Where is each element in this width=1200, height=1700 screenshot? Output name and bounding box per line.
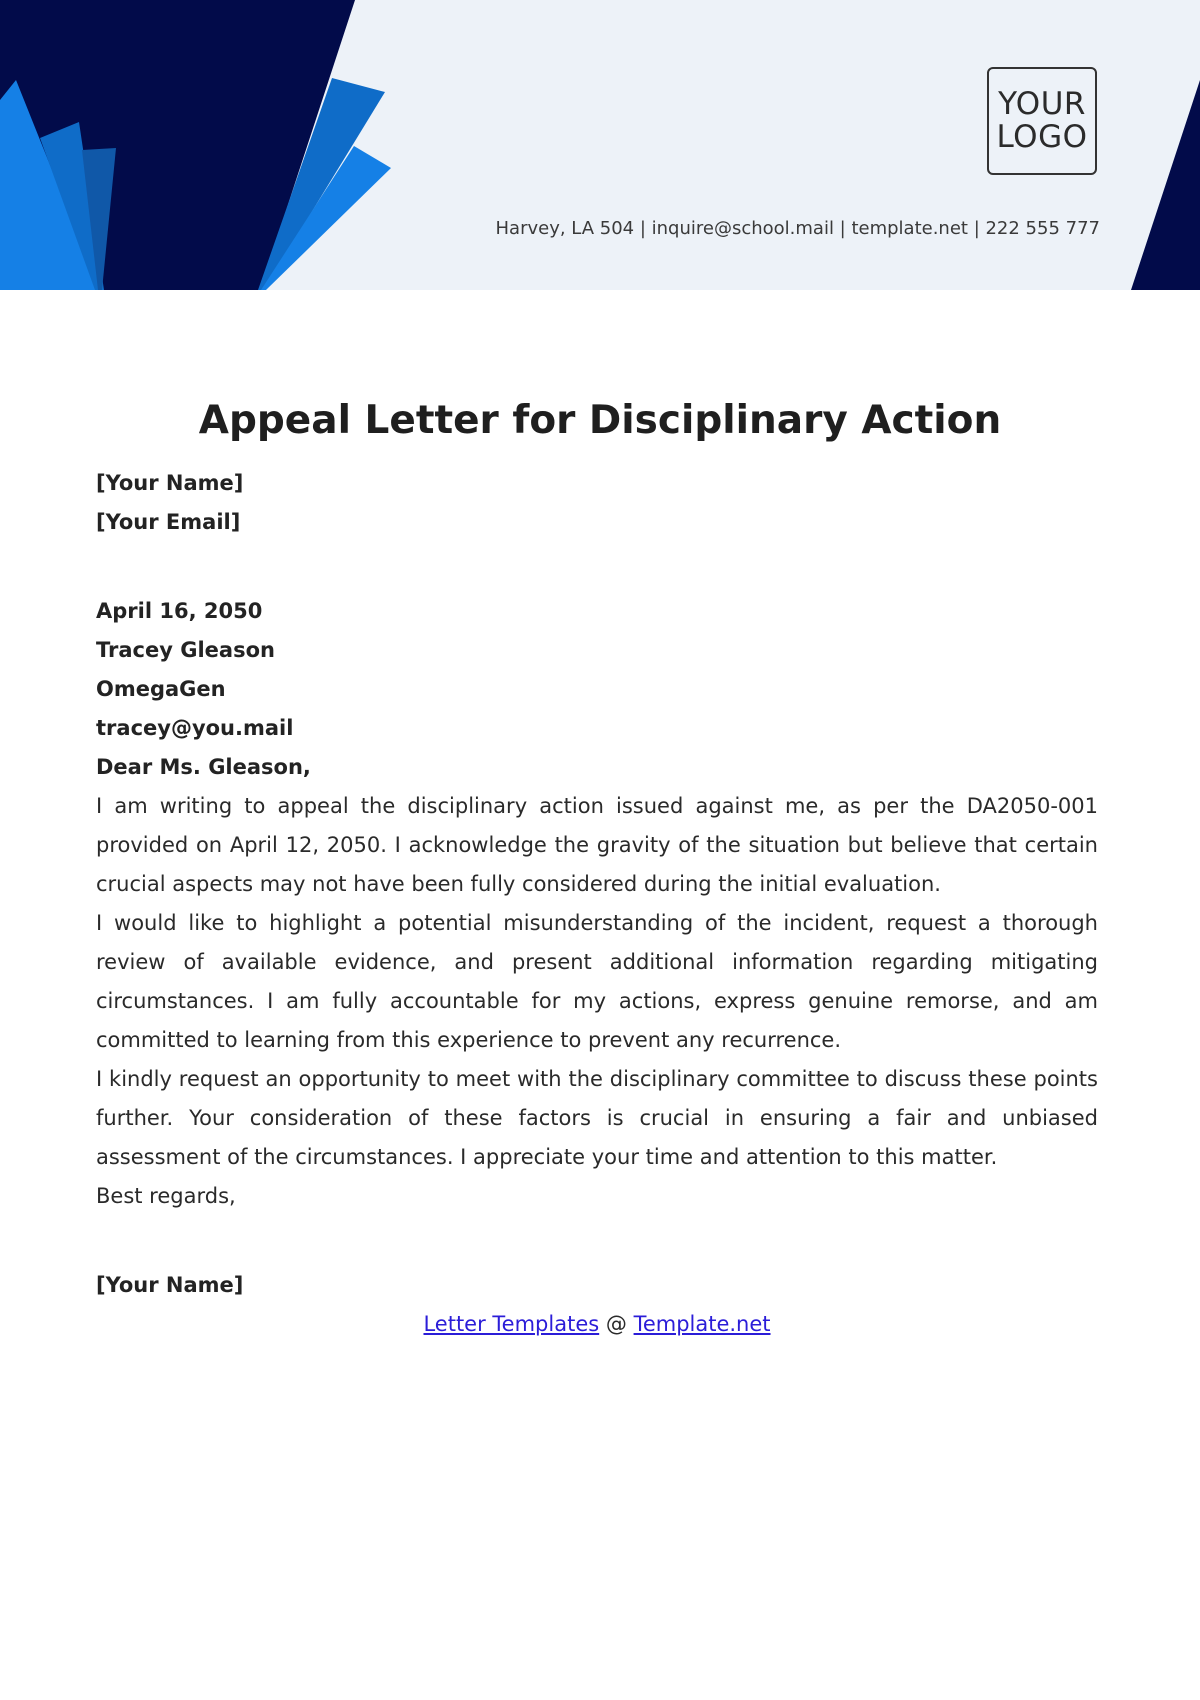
body-paragraph-3: I kindly request an opportunity to meet with the disciplinary committee to discuss these points further. Your consideration of these factors is crucial in ensuring a fair and unbiased assessment of the circumstances. I appreciate your time and attention to this matter.: [96, 1067, 1098, 1169]
body-paragraph-2: I would like to highlight a potential misunderstanding of the incident, request a thorough review of available evidence, and present additional information regarding mitigating circumstances. I am fully accountable for my actions, express genuine remorse, and am committed to learning from this experience to prevent any recurrence.: [96, 911, 1098, 1052]
letterhead: [0, 0, 1200, 290]
logo-text-line-2: LOGO: [996, 119, 1088, 155]
spacer: [96, 542, 1098, 592]
recipient-email: tracey@you.mail: [96, 716, 294, 740]
contact-info: Harvey, LA 504 | inquire@school.mail | template.net | 222 555 777: [495, 218, 1100, 239]
body-paragraph-1: I am writing to appeal the disciplinary action issued against me, as per the DA2050-001 provided on April 12, 2050. I acknowledge the gravity of the situation but believe that certain crucial aspects may not have been fully considered during the initial evaluation.: [96, 794, 1098, 896]
recipient-company: OmegaGen: [96, 677, 226, 701]
letter-templates-link[interactable]: Letter Templates: [423, 1312, 600, 1336]
sender-name: [Your Name]: [96, 471, 244, 495]
signature-name: [Your Name]: [96, 1273, 244, 1297]
footer-separator: @: [605, 1312, 627, 1336]
sender-email: [Your Email]: [96, 510, 241, 534]
closing: Best regards,: [96, 1184, 236, 1208]
recipient-name: Tracey Gleason: [96, 638, 275, 662]
letter-body: [96, 464, 1098, 1344]
template-net-link[interactable]: Template.net: [633, 1312, 771, 1336]
letter-date: April 16, 2050: [96, 599, 263, 623]
salutation: Dear Ms. Gleason,: [96, 755, 311, 779]
document-title: Appeal Letter for Disciplinary Action: [198, 398, 1002, 443]
footer-attribution: [96, 1305, 1098, 1344]
logo-text-line-1: YOUR: [998, 86, 1086, 122]
logo-placeholder: [987, 67, 1097, 175]
spacer: [96, 1216, 1098, 1266]
